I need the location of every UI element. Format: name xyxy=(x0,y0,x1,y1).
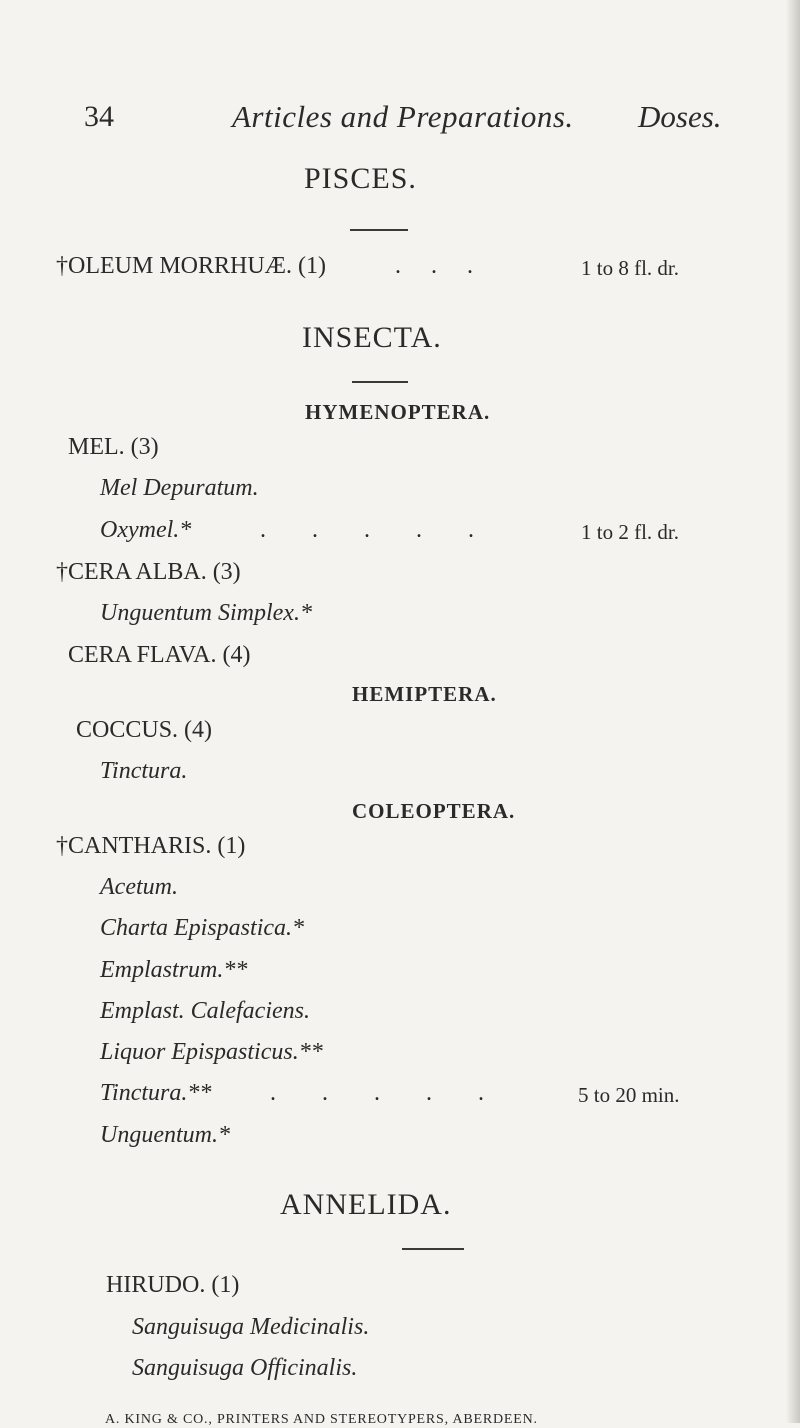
dose-oxymel: 1 to 2 fl. dr. xyxy=(581,520,679,544)
dose-oleum-morrhuae: 1 to 8 fl. dr. xyxy=(581,256,679,280)
entry-cantharis: †CANTHARIS. (1) xyxy=(56,833,246,859)
running-title: Articles and Preparations. xyxy=(232,99,574,134)
entry-sanguisuga-medicinalis: Sanguisuga Medicinalis. xyxy=(132,1314,370,1340)
entry-charta-epispastica: Charta Epispastica.* xyxy=(100,915,305,941)
entry-liquor-epispasticus: Liquor Epispasticus.** xyxy=(100,1039,323,1065)
order-hymenoptera: HYMENOPTERA. xyxy=(305,400,491,424)
entry-mel-depuratum: Mel Depuratum. xyxy=(100,475,259,501)
dot-leader: . . . . . xyxy=(270,1080,504,1106)
entry-cantharis-unguentum: Unguentum.* xyxy=(100,1122,230,1148)
order-coleoptera: COLEOPTERA. xyxy=(352,799,516,823)
entry-cera-alba: †CERA ALBA. (3) xyxy=(56,559,241,585)
page-number: 34 xyxy=(84,100,114,133)
dot-leader: . . . xyxy=(395,253,485,279)
entry-emplast-calefaciens: Emplast. Calefaciens. xyxy=(100,998,310,1024)
entry-coccus-tinctura: Tinctura. xyxy=(100,758,188,784)
section-rule xyxy=(402,1248,464,1250)
section-title-annelida: ANNELIDA. xyxy=(280,1188,452,1221)
section-title-pisces: PISCES. xyxy=(304,162,417,195)
entry-mel: MEL. (3) xyxy=(68,434,159,460)
entry-oleum-morrhuae: †OLEUM MORRHUÆ. (1) xyxy=(56,253,326,279)
section-rule xyxy=(352,381,408,383)
page-edge xyxy=(786,0,800,1423)
entry-emplastrum: Emplastrum.** xyxy=(100,957,248,983)
doses-column-heading: Doses. xyxy=(638,99,722,134)
dose-cantharis-tinctura: 5 to 20 min. xyxy=(578,1083,680,1107)
entry-cantharis-tinctura: Tinctura.** xyxy=(100,1080,212,1106)
entry-oxymel: Oxymel.* xyxy=(100,517,192,543)
entry-coccus: COCCUS. (4) xyxy=(76,717,213,743)
order-hemiptera: HEMIPTERA. xyxy=(352,682,497,706)
entry-unguentum-simplex: Unguentum Simplex.* xyxy=(100,600,312,626)
entry-sanguisuga-officinalis: Sanguisuga Officinalis. xyxy=(132,1355,358,1381)
printer-imprint: A. KING & CO., PRINTERS AND STEREOTYPERS, ABERDEEN. xyxy=(105,1412,538,1427)
section-title-insecta: INSECTA. xyxy=(302,321,442,354)
dot-leader: . . . . . xyxy=(260,517,494,543)
section-rule xyxy=(350,229,408,231)
entry-acetum: Acetum. xyxy=(100,874,178,900)
entry-cera-flava: CERA FLAVA. (4) xyxy=(68,642,251,668)
entry-hirudo: HIRUDO. (1) xyxy=(106,1272,240,1298)
